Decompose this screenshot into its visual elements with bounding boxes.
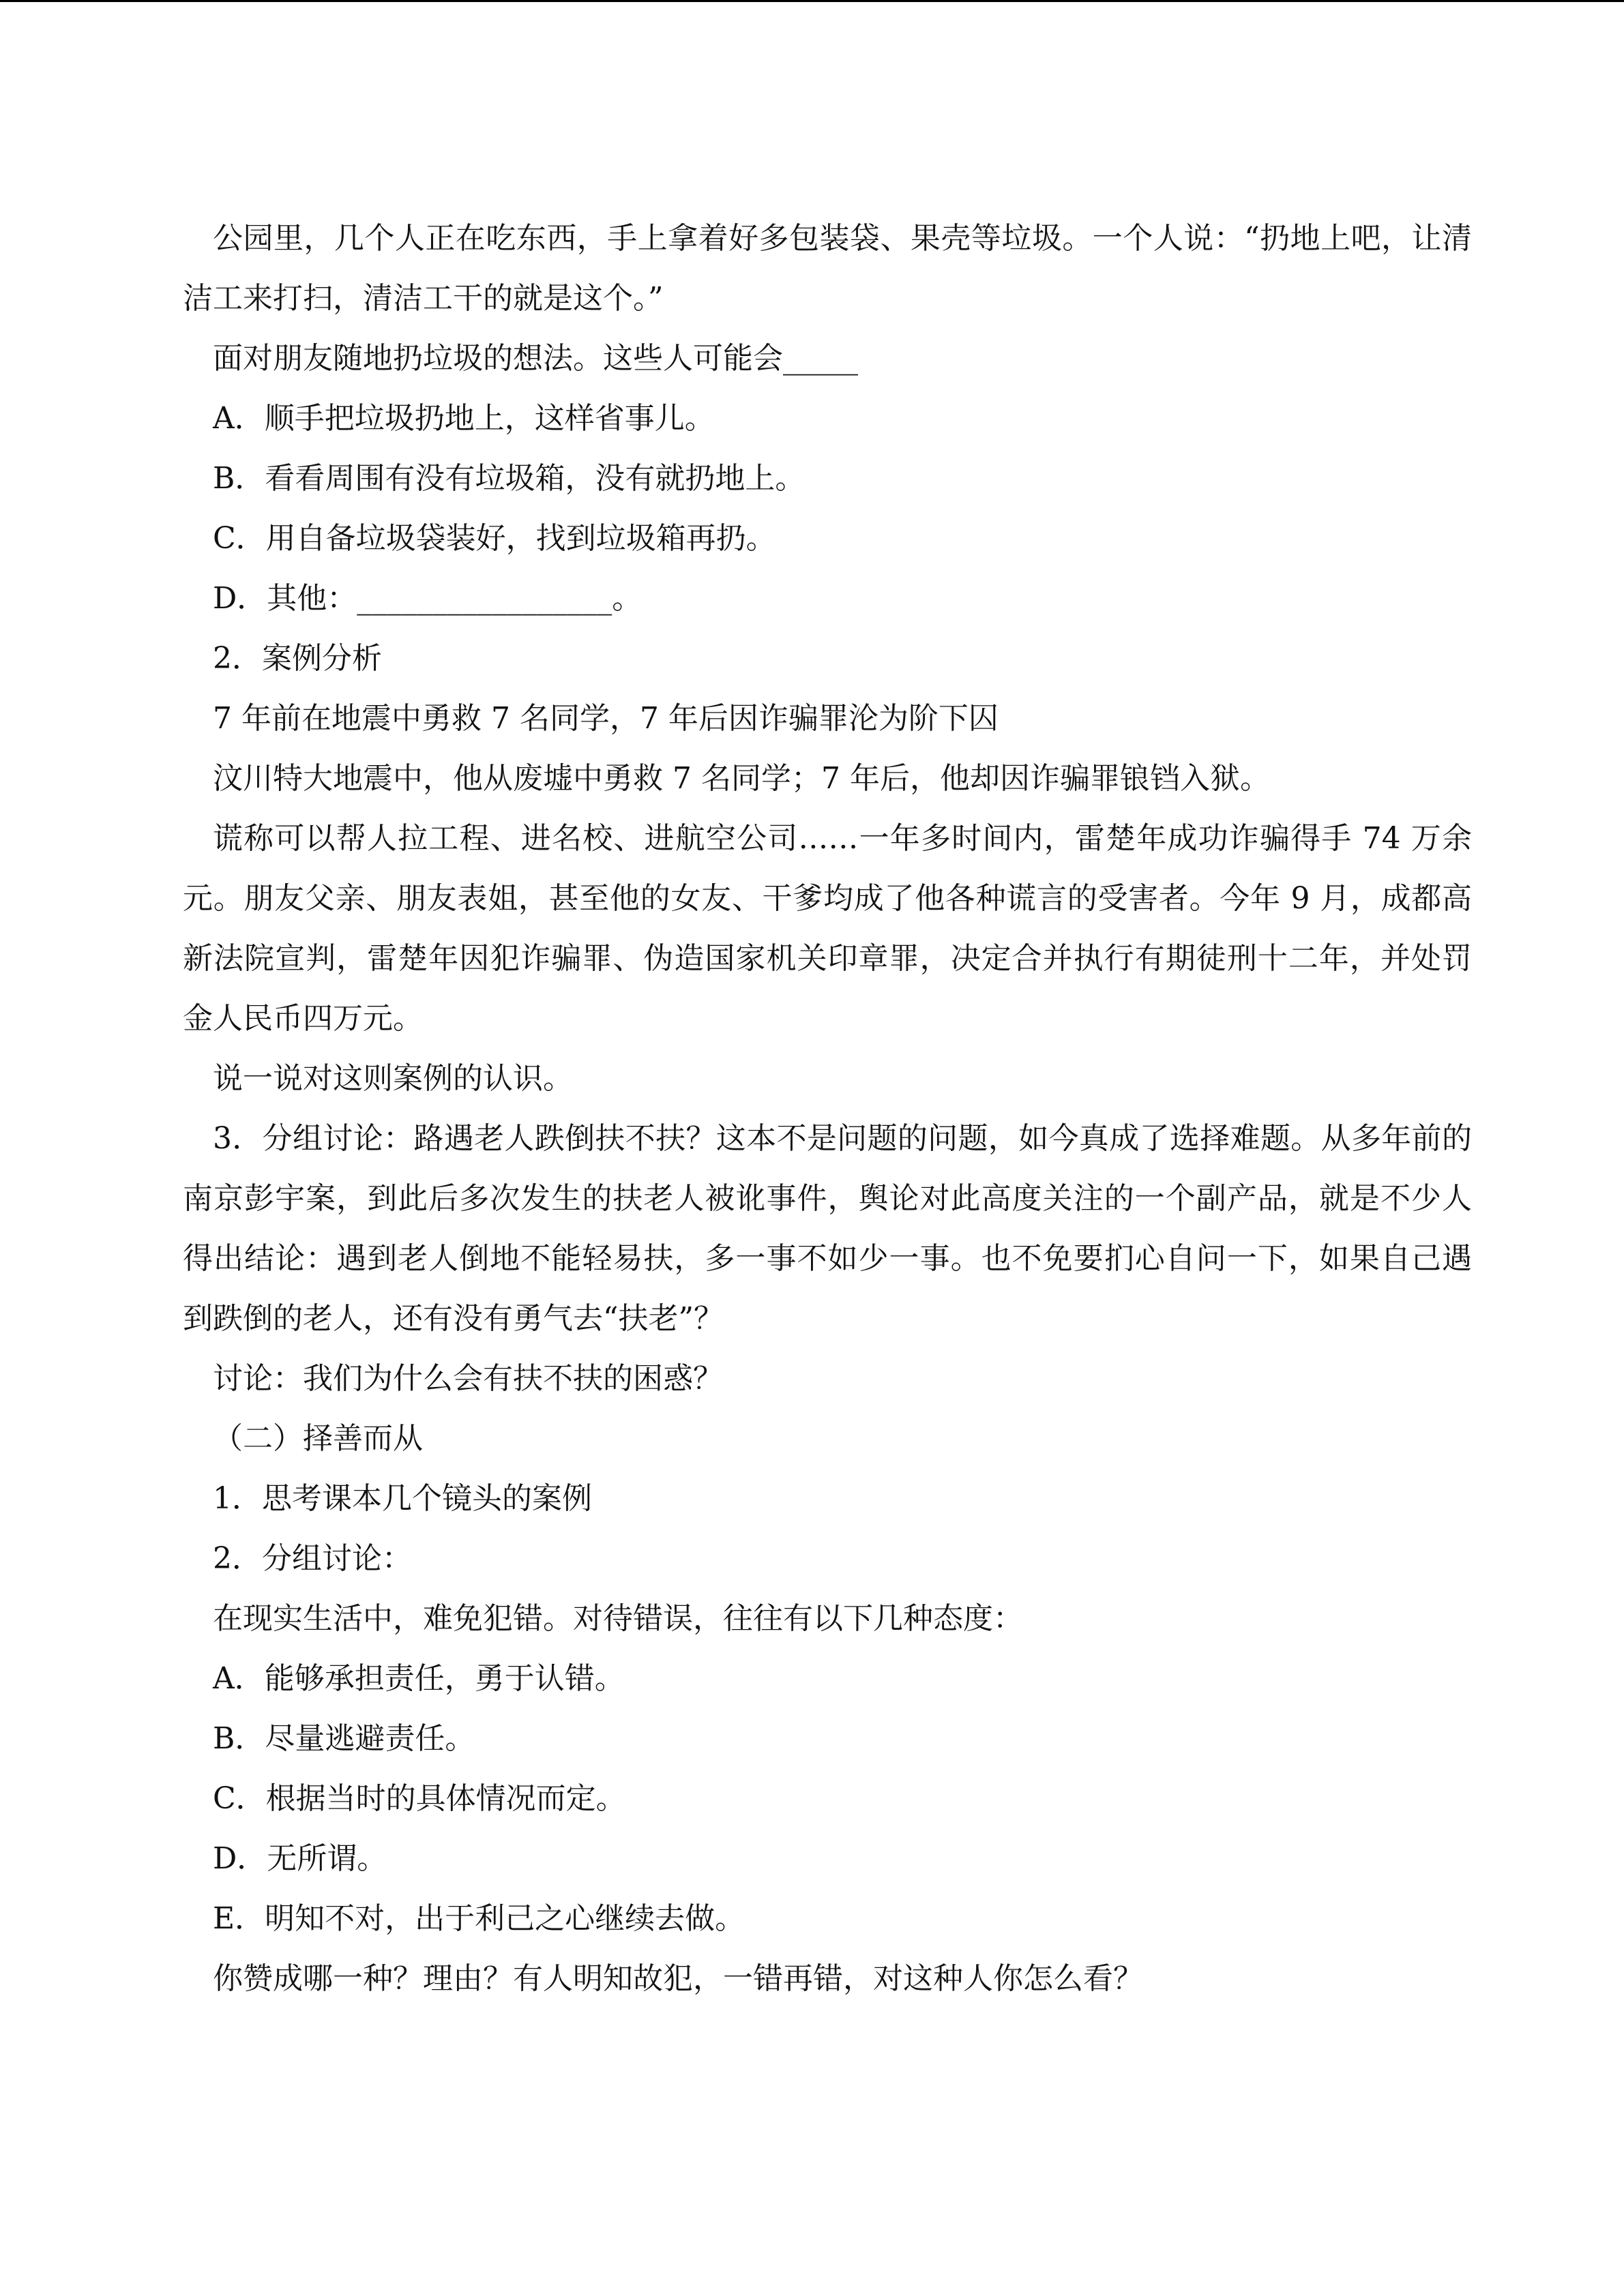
attitudes-intro: 在现实生活中，难免犯错。对待错误，往往有以下几种态度： [213, 1601, 1023, 1636]
attitude-option-c: C．根据当时的具体情况而定。 [213, 1781, 626, 1816]
item-group-discussion: 2．分组讨论： [213, 1541, 412, 1576]
attitude-option-b: B．尽量逃避责任。 [213, 1721, 475, 1756]
section-heading-case-analysis: 2．案例分析 [213, 641, 382, 676]
question-litter-response: 面对朋友随地扔垃圾的想法。这些人可能会_____ [213, 341, 858, 376]
case-summary: 汶川特大地震中，他从废墟中勇救 7 名同学；7 年后，他却因诈骗罪锒铛入狱。 [213, 761, 1270, 796]
case-details: 谎称可以帮人拉工程、进名校、进航空公司……一年多时间内，雷楚年成功诈骗得手 74 万余元。朋友父亲、朋友表姐，甚至他的女友、干爹均成了他各种谎言的受害者。今年 9 月，成都高新法院宣判，雷楚年因犯诈骗罪、伪造国家机关印章罪，决定合并执行有期徒刑十二年，并处罚金人民币四万元。 [183, 821, 1472, 1036]
paragraph-park-litter-scenario: 公园里，几个人正在吃东西，手上拿着好多包装袋、果壳等垃圾。一个人说：“扔地上吧，让清洁工来打扫，清洁工干的就是这个。” [183, 221, 1472, 316]
attitude-option-e: E．明知不对，出于利己之心继续去做。 [213, 1901, 745, 1936]
attitude-option-d: D．无所谓。 [213, 1841, 387, 1876]
option-a-litter: A．顺手把垃圾扔地上，这样省事儿。 [213, 401, 715, 436]
case-discussion-prompt: 说一说对这则案例的认识。 [213, 1061, 573, 1096]
section-heading-choose-good: （二）择善而从 [213, 1421, 423, 1456]
attitude-option-a: A．能够承担责任，勇于认错。 [213, 1661, 625, 1696]
option-c-litter: C．用自备垃圾袋装好，找到垃圾箱再扔。 [213, 521, 776, 556]
case-headline: 7 年前在地震中勇救 7 名同学，7 年后因诈骗罪沦为阶下囚 [213, 701, 999, 736]
discussion-question-elderly: 讨论：我们为什么会有扶不扶的困惑？ [213, 1361, 723, 1396]
option-d-litter: D．其他：_________________。 [213, 581, 643, 616]
option-b-litter: B．看看周围有没有垃圾箱，没有就扔地上。 [213, 461, 806, 496]
final-question: 你赞成哪一种？理由？有人明知故犯，一错再错，对这种人你怎么看？ [213, 1961, 1143, 1996]
top-border-line [0, 0, 1624, 2]
document-body [183, 209, 1472, 2009]
group-discussion-elderly: 3．分组讨论：路遇老人跌倒扶不扶？这本不是问题的问题，如今真成了选择难题。从多年前的南京彭宇案，到此后多次发生的扶老人被讹事件，舆论对此高度关注的一个副产品，就是不少人得出结论：遇到老人倒地不能轻易扶，多一事不如少一事。也不免要扪心自问一下，如果自己遇到跌倒的老人，还有没有勇气去“扶老”？ [183, 1121, 1472, 1336]
item-think-textbook-cases: 1．思考课本几个镜头的案例 [213, 1481, 592, 1516]
